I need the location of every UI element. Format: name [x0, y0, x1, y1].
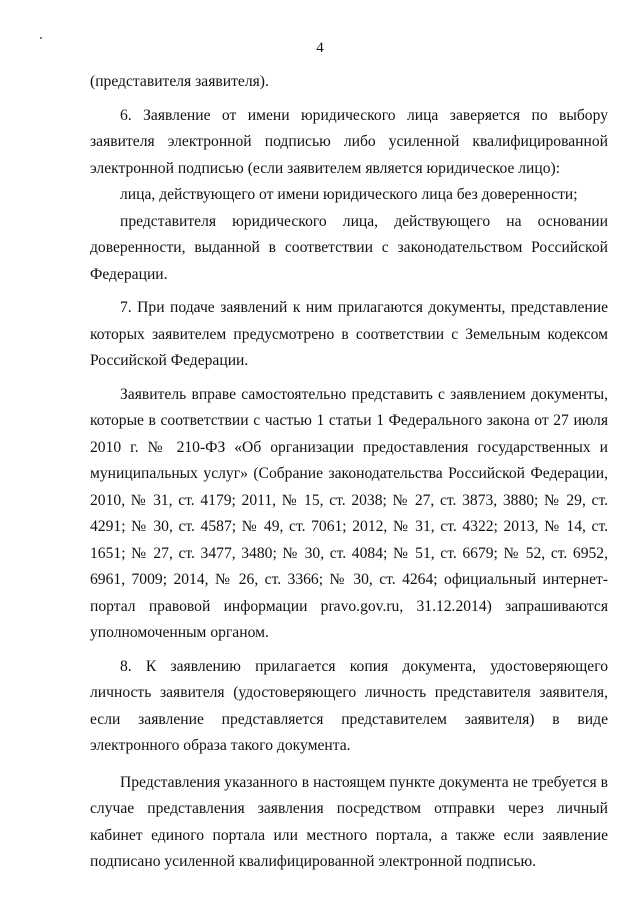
- document-body: [90, 69, 608, 876]
- paragraph-item-7-documents: Заявитель вправе самостоятельно представить с заявлением документы, которые в соответствии с частью 1 статьи 1 Федерального закона от 27 июля 2010 г. № 210-ФЗ «Об организации предоставления государственных и муниципальных услуг» (Собрание законодательства Российской Федерации, 2010, № 31, ст. 4179; 2011, № 15, ст. 2038; № 27, ст. 3873, 3880; № 29, ст. 4291; № 30, ст. 4587; № 49, ст. 7061; 2012, № 31, ст. 4322; 2013, № 14, ст. 1651; № 27, ст. 3477, 3480; № 30, ст. 4084; № 51, ст. 6679; № 52, ст. 6952, 6961, 7009; 2014, № 26, ст. 3366; № 30, ст. 4264; официальный интернет-портал правовой информации pravo.gov.ru, 31.12.2014) запрашиваются уполномоченным органом.: [90, 385, 608, 641]
- paragraph-item-6: 6. Заявление от имени юридического лица заверяется по выбору заявителя электронной подписью либо усиленной квалифицированной электронной подписью (если заявителем является юридическое лицо):: [90, 106, 608, 177]
- page-number: 4: [316, 40, 324, 56]
- paragraph-item-8-exception: Представления указанного в настоящем пункте документа не требуется в случае представления заявления посредством отправки через личный кабинет единого портала или местного портала, а также если заявление подписано усиленной квалифицированной электронной подписью.: [90, 773, 608, 870]
- paragraph-item-7: 7. При подаче заявлений к ним прилагаются документы, представление которых заявителем предусмотрено в соответствии с Земельным кодексом Российской Федерации.: [90, 299, 608, 369]
- paragraph-item-6-subclause-1: лица, действующего от имени юридического лица без доверенности;: [120, 186, 578, 203]
- paragraph-item-8: 8. К заявлению прилагается копия документа, удостоверяющего личность заявителя (удостоверяющего личность представителя заявителя, если заявление представляется представителем заявителя) в виде электронного образа такого документа.: [90, 657, 608, 754]
- paragraph-continuation: (представителя заявителя).: [90, 73, 269, 90]
- paragraph-item-6-subclause-2: представителя юридического лица, действующего на основании доверенности, выданной в соответствии с законодательством Российской Федерации.: [90, 212, 608, 283]
